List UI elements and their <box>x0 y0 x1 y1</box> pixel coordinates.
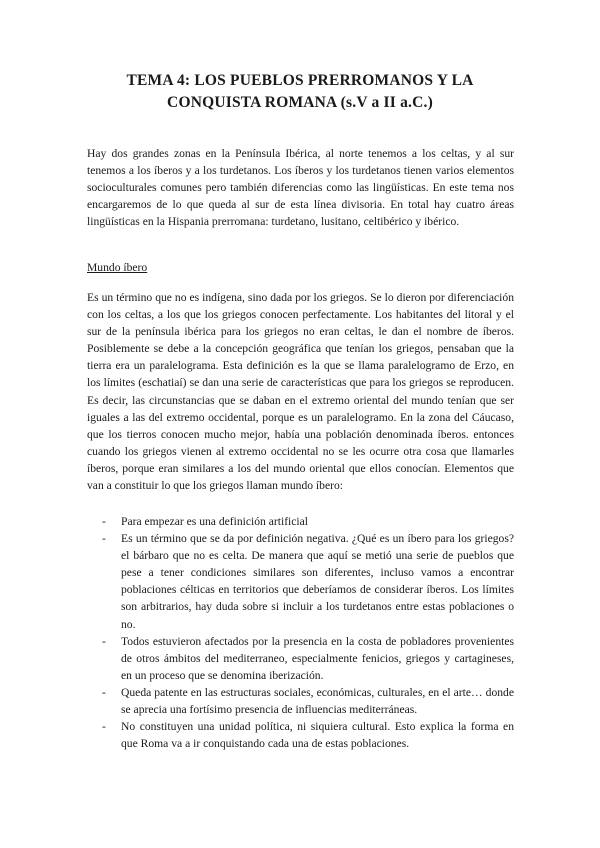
list-item: - Para empezar es una definición artificial <box>87 513 514 530</box>
bullet-list <box>87 513 514 752</box>
list-item: - Es un término que se da por definición negativa. ¿Qué es un íbero para los griegos? el bárbaro que no es celta. De manera que aquí se metió una serie de pueblos que pese a tener condiciones similares son diferentes, incluso vamos a encontrar poblaciones célticas en territorios que deberíamos de considerar íberos. Los límites son arbitrarios, hay duda sobre si incluir a los turdetanos entre estas poblaciones o no. <box>87 530 514 633</box>
list-item: - No constituyen una unidad política, ni siquiera cultural. Esto explica la forma en que Roma va a ir conquistando cada una de estas poblaciones. <box>87 718 514 752</box>
page-title <box>60 70 540 114</box>
list-item: - Queda patente en las estructuras sociales, económicas, culturales, en el arte… donde se aprecia una fortísimo presencia de influencias mediterráneas. <box>87 684 514 718</box>
list-item: - Todos estuvieron afectados por la presencia en la costa de pobladores provenientes de otros ámbitos del mediterraneo, especialmente fenicios, griegos y cartagineses, en un proceso que se denomina iberización. <box>87 633 514 684</box>
intro-paragraph: Hay dos grandes zonas en la Península Ibérica, al norte tenemos a los celtas, y al sur tenemos a los íberos y a los turdetanos. Los íberos y los turdetanos tienen varios elementos socioculturales comunes pero también diferencias como las lingüísticas. En este tema nos encargaremos de lo que queda al sur de esta línea divisoria. En total hay cuatro áreas lingüísticas en la Hispania prerromana: turdetano, lusitano, celtibérico y ibérico. <box>87 147 514 229</box>
section-heading: Mundo íbero <box>87 261 148 274</box>
title-line-1: TEMA 4: LOS PUEBLOS PRERROMANOS Y LA <box>126 72 474 89</box>
body-paragraph: Es un término que no es indígena, sino dada por los griegos. Se lo dieron por diferenciación con los celtas, a los que los griegos conocen perfectamente. Los habitantes del litoral y el sur de la península ibérica para los griegos no eran celtas, le dan el nombre de íberos. Posiblemente se debe a la concepción geográfica que tenían los griegos, pensaban que la tierra era un paralelograma. Esta definición es la que se llama paralelogramo de Erzo, en los límites (eschatiaí) se dan una serie de características que para los griegos se reproducen. Es decir, las circunstancias que se daban en el extremo oriental del mundo tenían que ser iguales a las del extremo occidental, porque es un paralelogramo. En la zona del Cáucaso, que los tierros conocen mucho mejor, había una población denominada íberos. entonces cuando los griegos vienen al extremo occidental no se les ocurre otra cosa que llamarles íberos, porque eran similares a los del mundo oriental que ellos conocían. Elementos que van a constituir lo que los griegos llaman mundo íbero: <box>87 291 514 493</box>
title-line-2: CONQUISTA ROMANA (s.V a II a.C.) <box>167 94 433 111</box>
